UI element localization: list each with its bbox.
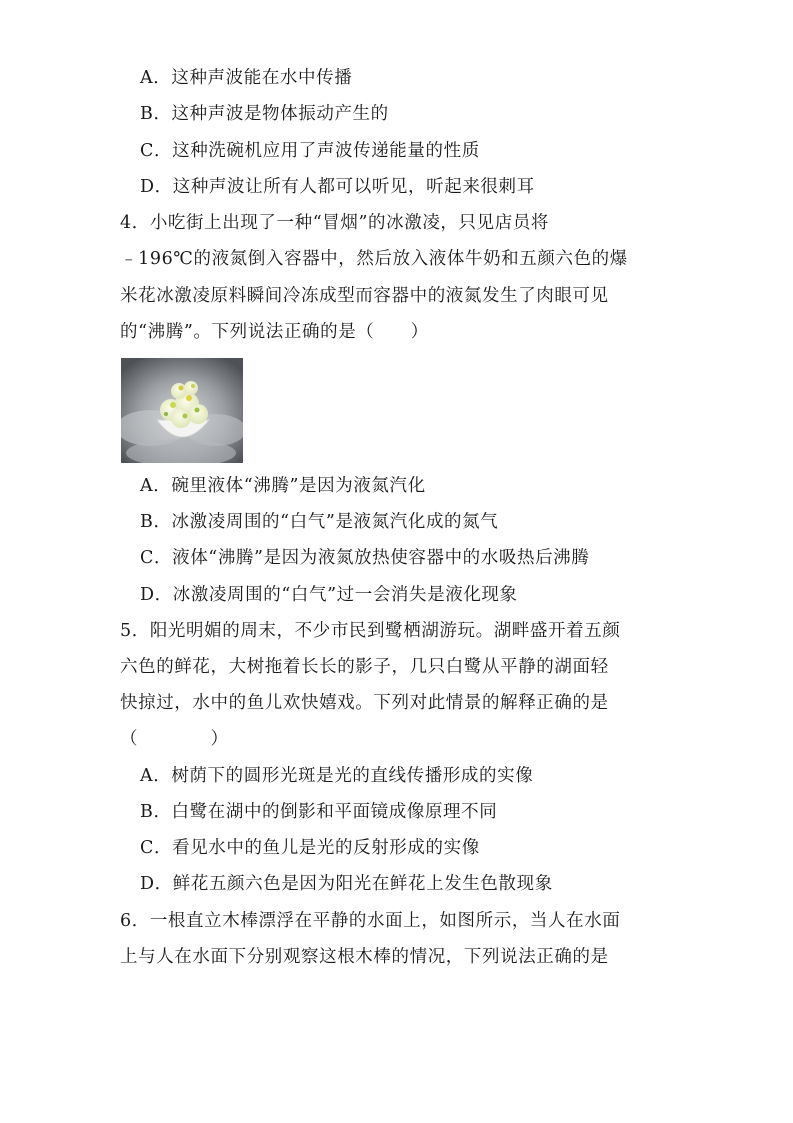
q4-option-a: A．碗里液体“沸腾”是因为液氮汽化 [140,476,426,496]
ice-cream-photo [121,358,243,463]
q4-option-d: D．冰激凌周围的“白气”过一会消失是液化现象 [140,585,518,605]
q5-answer-blank: （ ） [120,729,229,749]
q6-stem-line-1: 6．一根直立木棒漂浮在平静的水面上，如图所示，当人在水面 [120,911,621,931]
q5-stem-line-2: 六色的鲜花，大树拖着长长的影子，几只白鹭从平静的湖面轻 [120,657,609,677]
q5-option-c: C．看见水中的鱼儿是光的反射形成的实像 [140,838,480,858]
q5-option-d: D．鲜花五颜六色是因为阳光在鲜花上发生色散现象 [140,874,553,894]
q6-stem-line-2: 上与人在水面下分别观察这根木棒的情况，下列说法正确的是 [120,947,609,967]
q4-option-c: C．液体“沸腾”是因为液氮放热使容器中的水吸热后沸腾 [140,548,590,568]
q4-stem-line-1: 4．小吃街上出现了一种“冒烟”的冰激凌，只见店员将 [120,213,550,233]
q3-option-b: B．这种声波是物体振动产生的 [140,104,389,124]
q5-stem-line-1: 5．阳光明媚的周末，不少市民到鹭栖湖游玩。湖畔盛开着五颜 [120,621,621,641]
q4-stem-line-3: 米花冰激凌原料瞬间冷冻成型而容器中的液氮发生了肉眼可见 [120,286,609,306]
q4-option-b: B．冰激凌周围的“白气”是液氮汽化成的氮气 [140,512,499,532]
q5-option-a: A．树荫下的圆形光斑是光的直线传播形成的实像 [140,766,534,786]
q3-option-d: D．这种声波让所有人都可以听见，听起来很刺耳 [140,177,535,197]
q3-option-c: C．这种洗碗机应用了声波传递能量的性质 [140,141,480,161]
q5-option-b: B．白鹭在湖中的倒影和平面镜成像原理不同 [140,802,498,822]
ice-cream-photo-drawing [121,358,243,463]
q5-stem-line-3: 快掠过，水中的鱼儿欢快嬉戏。下列对此情景的解释正确的是 [120,693,609,713]
q4-stem-line-4: 的“沸腾”。下列说法正确的是（ ） [120,322,429,342]
q4-stem-line-2: ﹣196℃的液氮倒入容器中，然后放入液体牛奶和五颜六色的爆 [120,249,628,269]
q3-option-a: A．这种声波能在水中传播 [140,68,353,88]
